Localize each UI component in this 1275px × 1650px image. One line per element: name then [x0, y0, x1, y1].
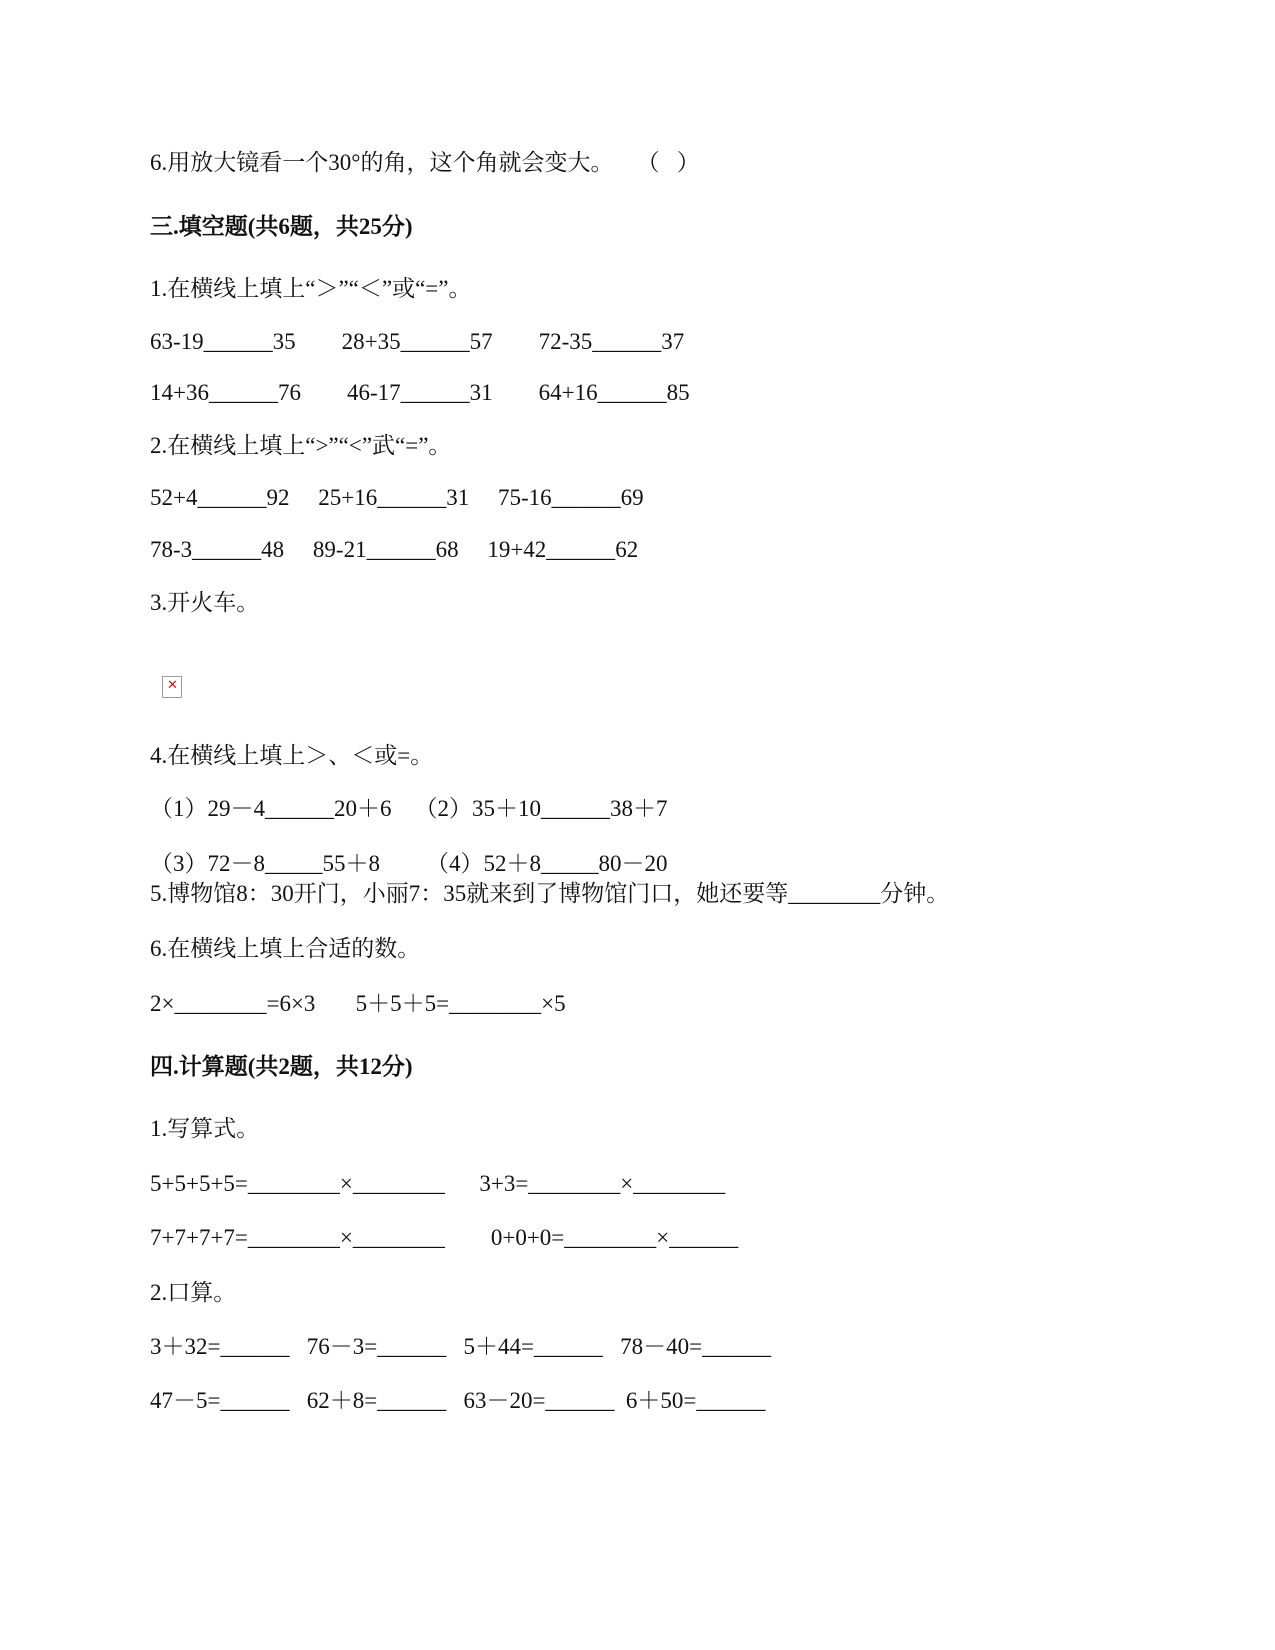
fill-q2-prompt: 2.在横线上填上“>”“<”武“=”。 [150, 433, 452, 458]
broken-image-glyph: ✕ [167, 678, 178, 693]
calc-q1-row1: 5+5+5+5=________×________ 3+3=________×________ [150, 1171, 726, 1196]
fill-q6-row: 2×________=6×3 5＋5＋5=________×5 [150, 991, 566, 1016]
fill-q4-row2: （3）72－8_____55＋8 （4）52＋8_____80－20 [150, 851, 668, 876]
section-heading-calculation: 四.计算题(共2题，共12分) [150, 1054, 413, 1079]
fill-q6-prompt: 6.在横线上填上合适的数。 [150, 936, 421, 961]
fill-q2-row1: 52+4______92 25+16______31 75-16______69 [150, 485, 644, 510]
fill-q1-prompt: 1.在横线上填上“＞”“＜”或“=”。 [150, 276, 472, 301]
broken-image-icon [162, 676, 182, 698]
q6-judge: 6.用放大镜看一个30°的角，这个角就会变大。 （ ） [150, 150, 700, 175]
calc-q2-row1: 3＋32=______ 76－3=______ 5＋44=______ 78－40=______ [150, 1334, 772, 1359]
calc-q2-row2: 47－5=______ 62＋8=______ 63－20=______ 6＋50=______ [150, 1388, 766, 1413]
calc-q1-row2: 7+7+7+7=________×________ 0+0+0=________×______ [150, 1225, 739, 1250]
fill-q4-prompt: 4.在横线上填上＞、＜或=。 [150, 743, 434, 768]
fill-q3-prompt: 3.开火车。 [150, 590, 260, 615]
fill-q5: 5.博物馆8：30开门，小丽7：35就来到了博物馆门口，她还要等________分钟。 [150, 881, 950, 906]
fill-q4-row1: （1）29－4______20＋6 （2）35＋10______38＋7 [150, 796, 668, 821]
fill-q1-row2: 14+36______76 46-17______31 64+16______85 [150, 380, 690, 405]
fill-q2-row2: 78-3______48 89-21______68 19+42______62 [150, 537, 639, 562]
calc-q2-prompt: 2.口算。 [150, 1280, 237, 1305]
calc-q1-prompt: 1.写算式。 [150, 1116, 260, 1141]
fill-q1-row1: 63-19______35 28+35______57 72-35______37 [150, 329, 685, 354]
section-heading-fill-blank: 三.填空题(共6题，共25分) [150, 214, 413, 239]
